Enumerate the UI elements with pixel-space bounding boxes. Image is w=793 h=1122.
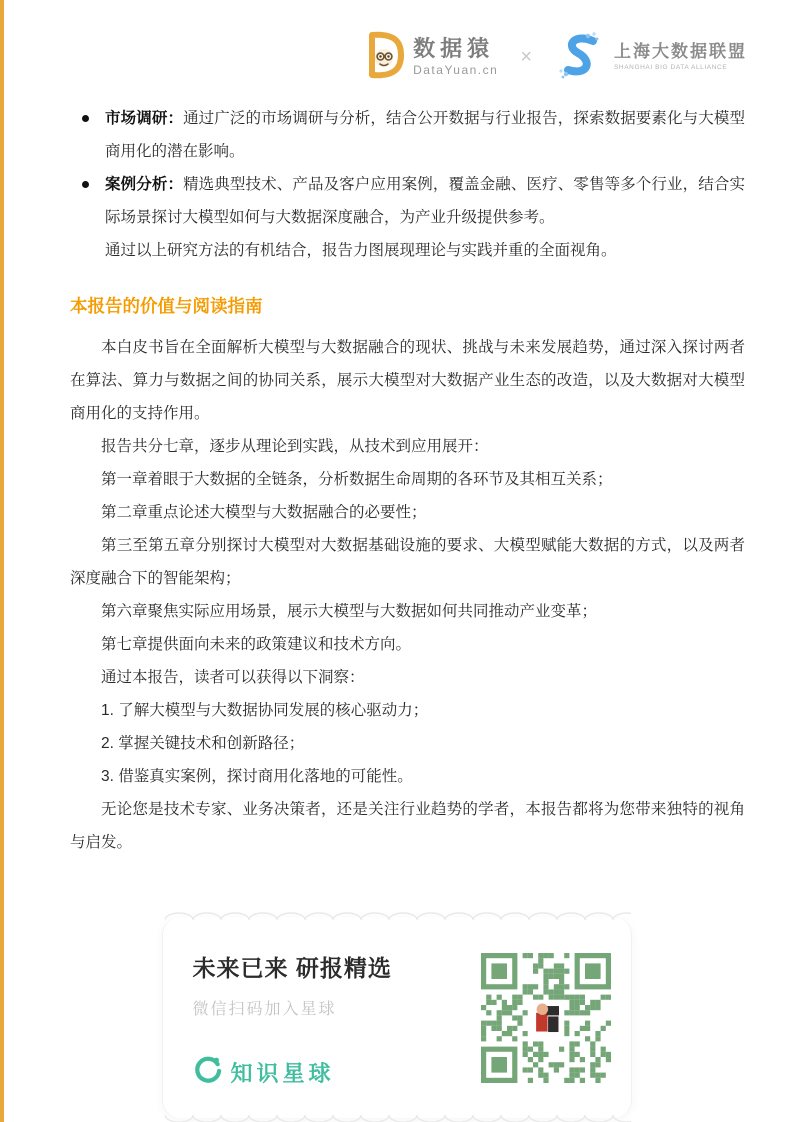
bullet-text: 精选典型技术、产品及客户应用案例，覆盖金融、医疗、零售等多个行业，结合实际场景探讨大模型如何与大数据深度融合，为产业升级提供参考。	[105, 176, 745, 226]
logo-separator: ×	[520, 45, 532, 68]
paragraph-text: 第一章着眼于大数据的全链条，分析数据生命周期的各环节及其相互关系；	[101, 471, 613, 488]
section-heading: 本报告的价值与阅读指南	[70, 296, 263, 316]
alliance-name: 上海大数据联盟	[614, 41, 747, 61]
bullet-item	[70, 102, 745, 168]
paragraph-text: 第七章提供面向未来的政策建议和技术方向。	[101, 636, 412, 653]
paragraph-text: 无论您是技术专家、业务决策者，还是关注行业趋势的学者，本报告都将为您带来独特的视角与启发。	[70, 801, 745, 851]
left-accent-bar	[0, 0, 4, 1122]
paragraph-text: 3. 借鉴真实案例，探讨商用化落地的可能性。	[101, 768, 413, 785]
bullet-text: 通过广泛的市场调研与分析，结合公开数据与行业报告，探索数据要素化与大模型商用化的潜在影响。	[105, 110, 745, 160]
paragraph-text: 2. 掌握关键技术和创新路径；	[101, 735, 305, 752]
section-paragraphs	[70, 331, 745, 859]
datayuan-logo	[363, 30, 498, 85]
document-body	[0, 88, 793, 859]
alliance-logo	[554, 29, 747, 86]
promo-title: 未来已来 研报精选	[192, 955, 392, 981]
paragraph-text: 1. 了解大模型与大数据协同发展的核心驱动力；	[101, 702, 429, 719]
promo-subtitle: 微信扫码加入星球	[192, 1001, 337, 1018]
alliance-name-en: SHANGHAI BIG DATA ALLIANCE	[614, 64, 728, 72]
scallop-edge-bottom	[165, 1113, 631, 1122]
zsxq-brand	[193, 1055, 479, 1089]
paragraph-text: 第二章重点论述大模型与大数据融合的必要性；	[101, 504, 427, 521]
zsxq-brand-name: 知识星球	[230, 1060, 335, 1086]
bullet-label: 市场调研：	[105, 110, 184, 127]
paragraph-text: 第三至第五章分别探讨大模型对大数据基础设施的要求、大模型赋能大数据的方式，以及两者深度融合下的智能架构；	[70, 537, 745, 587]
zsxq-logo-icon	[193, 1055, 222, 1089]
paragraph-text: 第六章聚焦实际应用场景，展示大模型与大数据如何共同推动产业变革；	[101, 603, 598, 620]
promo-card-text	[193, 946, 479, 1089]
paragraph-text: 通过本报告，读者可以获得以下洞察：	[101, 669, 365, 686]
datayuan-domain: DataYuan.cn	[413, 63, 499, 77]
bullet-label: 案例分析：	[105, 176, 184, 193]
datayuan-name: 数据猿	[413, 35, 495, 61]
qr-code	[479, 951, 613, 1085]
datayuan-mascot-icon	[363, 30, 405, 85]
bullet-footer: 通过以上研究方法的有机结合，报告力图展现理论与实践并重的全面视角。	[105, 242, 617, 259]
promo-card	[162, 917, 632, 1118]
method-bullet-list	[70, 102, 745, 234]
header	[0, 0, 793, 88]
paragraph-text: 本白皮书旨在全面解析大模型与大数据融合的现状、挑战与未来发展趋势，通过深入探讨两者在算法、算力与数据之间的协同关系，展示大模型对大数据产业生态的改造，以及大数据对大模型商用化的支持作用。	[70, 339, 745, 422]
alliance-s-icon	[554, 29, 606, 86]
bullet-item	[70, 168, 745, 234]
paragraph-text: 报告共分七章，逐步从理论到实践，从技术到应用展开：	[101, 438, 489, 455]
scallop-edge-top	[165, 912, 631, 922]
